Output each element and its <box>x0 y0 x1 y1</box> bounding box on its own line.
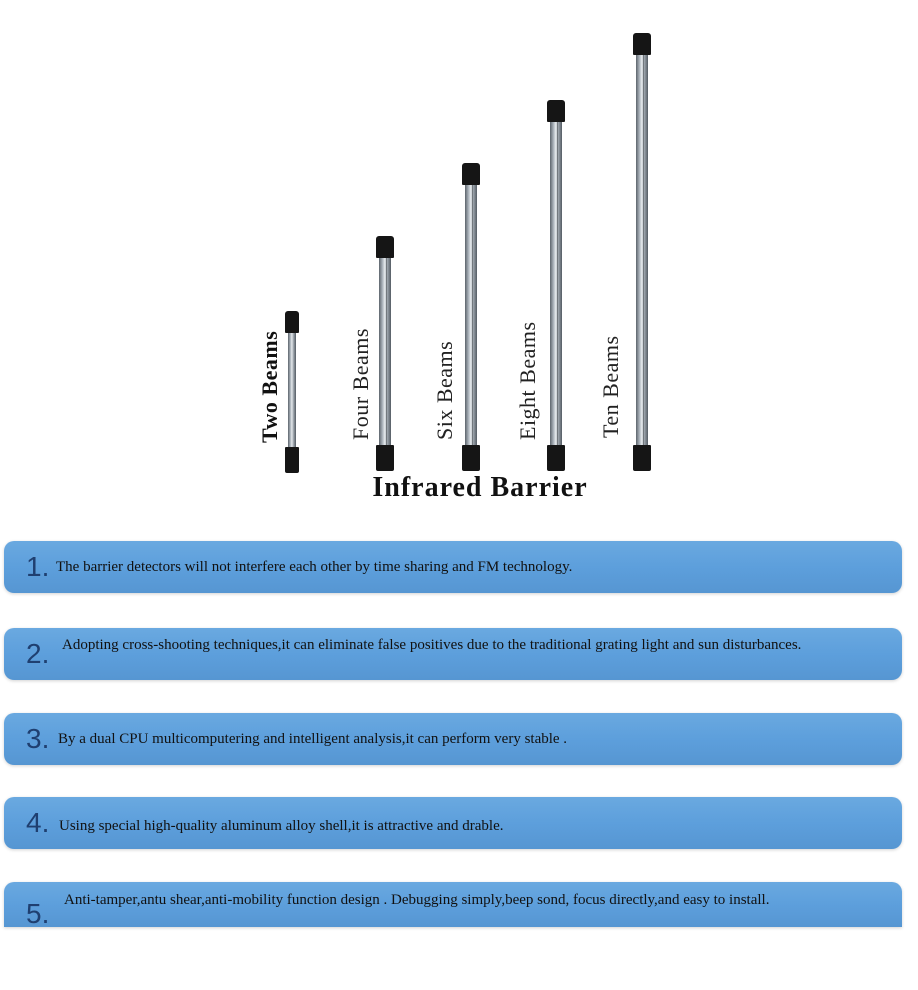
feature-number: 1. <box>26 551 50 582</box>
feature-number: 5. <box>26 898 50 929</box>
feature-number: 3. <box>26 723 50 754</box>
feature-banner-4 <box>4 797 902 849</box>
rod-tube <box>636 55 648 445</box>
two-beams-label: Two Beams <box>257 330 282 443</box>
four-beams-label: Four Beams <box>348 328 373 440</box>
rod-top-cap <box>633 33 651 55</box>
feature-text: By a dual CPU multicomputering and intelligent analysis,it can perform very stable . <box>58 731 568 747</box>
page-title: Infrared Barrier <box>372 472 588 503</box>
feature-text: Adopting cross-shooting techniques,it can eliminate false positives due to the traditional grating light and sun disturbances. <box>62 637 802 653</box>
rod-tube <box>379 258 391 445</box>
feature-banner-5 <box>4 882 902 927</box>
four-beams-rod <box>376 236 394 471</box>
rod-bottom-cap <box>376 445 394 471</box>
eight-beams-rod <box>547 100 565 471</box>
ten-beams-rod <box>633 33 651 471</box>
feature-banner-3 <box>4 713 902 765</box>
rod-groove <box>643 55 644 445</box>
rod-bottom-cap <box>633 445 651 471</box>
six-beams-label: Six Beams <box>432 340 457 440</box>
rod-groove <box>557 122 558 445</box>
feature-number: 4. <box>26 807 50 838</box>
rod-groove <box>386 258 387 445</box>
rod-top-cap <box>376 236 394 258</box>
rod-tube <box>465 185 477 445</box>
rod-top-cap <box>547 100 565 122</box>
rod-tube <box>550 122 562 445</box>
rod-bottom-cap <box>462 445 480 471</box>
two-beams-rod <box>285 311 299 473</box>
rod-bottom-cap <box>547 445 565 471</box>
ten-beams-label: Ten Beams <box>598 335 623 438</box>
feature-text: Anti-tamper,antu shear,anti-mobility function design . Debugging simply,beep sond, focus directly,and easy to install. <box>64 892 770 908</box>
feature-banner-2 <box>4 628 902 680</box>
rod-bottom-cap <box>285 447 299 473</box>
rod-tube <box>288 333 296 447</box>
rod-groove <box>472 185 473 445</box>
feature-number: 2. <box>26 638 50 669</box>
six-beams-rod <box>462 163 480 471</box>
feature-text: The barrier detectors will not interfere each other by time sharing and FM technology. <box>56 559 573 575</box>
feature-text: Using special high-quality aluminum alloy shell,it is attractive and drable. <box>59 818 504 834</box>
rod-top-cap <box>285 311 299 333</box>
feature-banner-1 <box>4 541 902 593</box>
rod-top-cap <box>462 163 480 185</box>
eight-beams-label: Eight Beams <box>515 321 540 440</box>
